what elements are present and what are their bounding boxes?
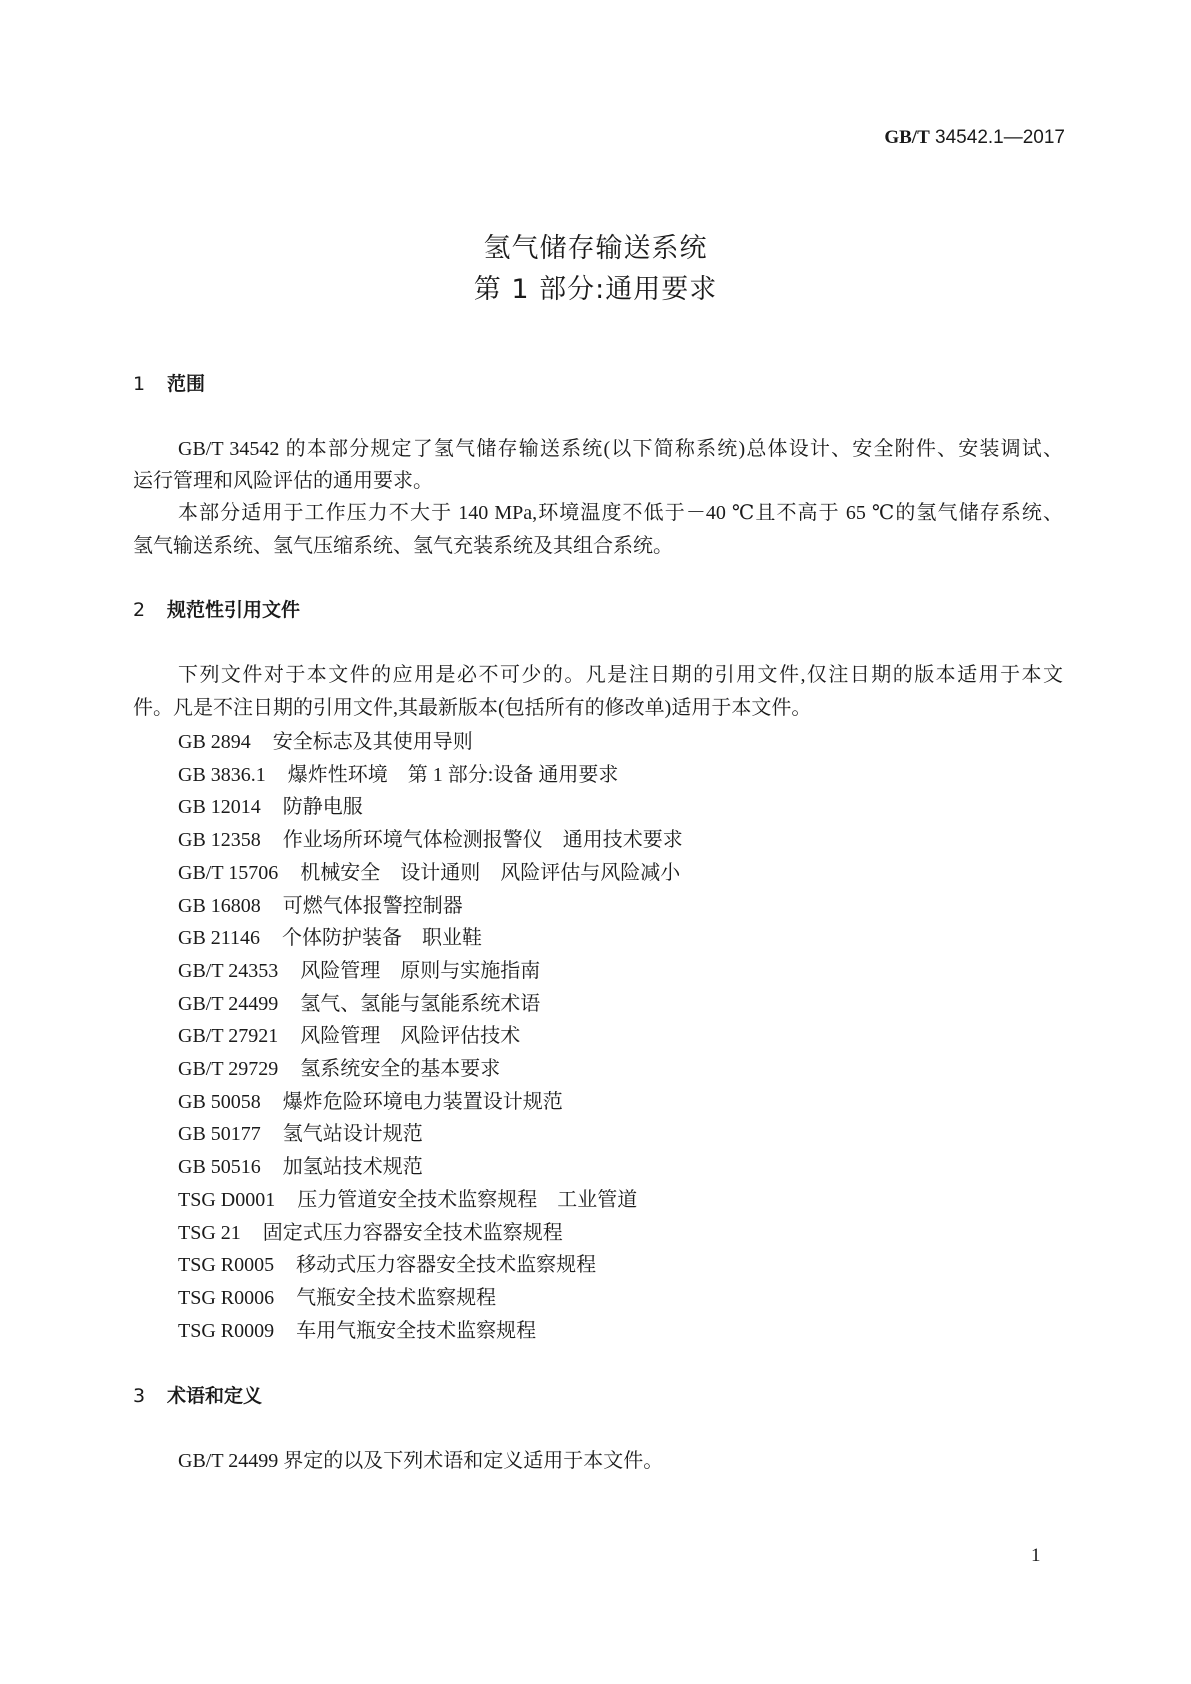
reference-code: GB 3836.1	[178, 763, 266, 786]
reference-item	[178, 890, 463, 922]
paragraph-line: GB/T 24499 界定的以及下列术语和定义适用于本文件。	[178, 1450, 664, 1472]
reference-title: 可燃气体报警控制器	[282, 894, 463, 917]
reference-code: GB/T 29729	[178, 1058, 279, 1080]
page-number: 1	[1031, 1545, 1041, 1566]
reference-item	[178, 1020, 520, 1052]
reference-code: TSG 21	[178, 1221, 241, 1244]
reference-item	[178, 955, 540, 987]
section-number: 1	[133, 373, 146, 395]
paragraph-line: 件。凡是不注日期的引用文件,其最新版本(包括所有的修改单)适用于本文件。	[133, 697, 812, 719]
reference-code: GB 21146	[178, 927, 261, 950]
reference-title: 个体防护装备 职业鞋	[282, 927, 483, 950]
reference-item	[178, 988, 540, 1020]
document-code-header	[884, 122, 1065, 154]
reference-item	[178, 922, 482, 954]
reference-title: 安全标志及其使用导则	[272, 731, 473, 753]
section-heading-2	[133, 594, 300, 626]
reference-code: GB/T 27921	[178, 1025, 279, 1048]
reference-title: 机械安全 设计通则 风险评估与风险减小	[300, 861, 681, 884]
paragraph-line: 氢气输送系统、氢气压缩系统、氢气充装系统及其组合系统。	[133, 535, 673, 557]
section-title: 规范性引用文件	[167, 599, 301, 621]
reference-title: 气瓶安全技术监察规程	[296, 1286, 497, 1309]
reference-code: GB/T 15706	[178, 861, 279, 884]
reference-title: 氢系统安全的基本要求	[300, 1058, 501, 1080]
reference-item	[178, 791, 363, 823]
header-code: 34542.1—2017	[935, 127, 1065, 148]
reference-title: 氢气站设计规范	[282, 1123, 423, 1146]
reference-title: 氢气、氢能与氢能系统术语	[300, 992, 541, 1015]
reference-item	[178, 726, 473, 758]
reference-title: 风险管理 原则与实施指南	[300, 959, 541, 982]
reference-code: GB 12358	[178, 829, 261, 852]
reference-code: GB 50058	[178, 1090, 261, 1113]
reference-item	[178, 1217, 563, 1249]
reference-item	[178, 1249, 596, 1281]
reference-item	[178, 1086, 563, 1118]
reference-title: 移动式压力容器安全技术监察规程	[296, 1254, 597, 1277]
document-subtitle: 第 1 部分:通用要求	[473, 274, 718, 305]
reference-item	[178, 1053, 500, 1085]
reference-item	[178, 824, 683, 856]
header-prefix: GB/T	[884, 127, 930, 148]
reference-title: 车用气瓶安全技术监察规程	[296, 1319, 537, 1342]
reference-title: 爆炸危险环境电力装置设计规范	[282, 1090, 563, 1113]
paragraph-line: 本部分适用于工作压力不大于 140 MPa,环境温度不低于－40 ℃且不高于 65 ℃的氢气储存系统、	[178, 502, 1063, 524]
reference-code: TSG R0005	[178, 1254, 275, 1277]
reference-item	[178, 1282, 496, 1314]
reference-item	[178, 759, 618, 791]
reference-item	[178, 857, 680, 889]
section-number: 3	[133, 1385, 146, 1407]
reference-code: GB 50516	[178, 1156, 261, 1179]
section-heading-1	[133, 368, 205, 400]
reference-code: GB/T 24353	[178, 959, 279, 982]
reference-item	[178, 1151, 423, 1183]
reference-code: GB 2894	[178, 731, 251, 753]
reference-title: 压力管道安全技术监察规程 工业管道	[297, 1188, 638, 1211]
reference-title: 风险管理 风险评估技术	[300, 1025, 521, 1048]
reference-code: GB 16808	[178, 894, 261, 917]
reference-code: TSG R0006	[178, 1286, 275, 1309]
paragraph-line: 下列文件对于本文件的应用是必不可少的。凡是注日期的引用文件,仅注日期的版本适用于本文	[178, 664, 1063, 686]
section-title: 范围	[167, 373, 206, 395]
reference-code: TSG R0009	[178, 1319, 275, 1342]
paragraph-line: 运行管理和风险评估的通用要求。	[133, 470, 433, 492]
reference-title: 固定式压力容器安全技术监察规程	[262, 1221, 563, 1244]
reference-code: GB 50177	[178, 1123, 261, 1146]
reference-code: GB 12014	[178, 796, 261, 819]
reference-item	[178, 1315, 536, 1347]
paragraph-line: GB/T 34542 的本部分规定了氢气储存输送系统(以下简称系统)总体设计、安全附件、安装调试、	[178, 438, 1063, 460]
section-number: 2	[133, 599, 146, 621]
reference-title: 加氢站技术规范	[282, 1156, 423, 1179]
section-title: 术语和定义	[167, 1385, 263, 1407]
reference-title: 防静电服	[282, 796, 363, 819]
reference-code: GB/T 24499	[178, 992, 279, 1015]
section-heading-3	[133, 1380, 262, 1412]
reference-title: 爆炸性环境 第 1 部分:设备 通用要求	[287, 763, 619, 786]
document-title: 氢气储存输送系统	[483, 233, 708, 264]
reference-item	[178, 1118, 423, 1150]
reference-item	[178, 1184, 637, 1216]
reference-code: TSG D0001	[178, 1188, 276, 1211]
reference-title: 作业场所环境气体检测报警仪 通用技术要求	[282, 829, 683, 852]
